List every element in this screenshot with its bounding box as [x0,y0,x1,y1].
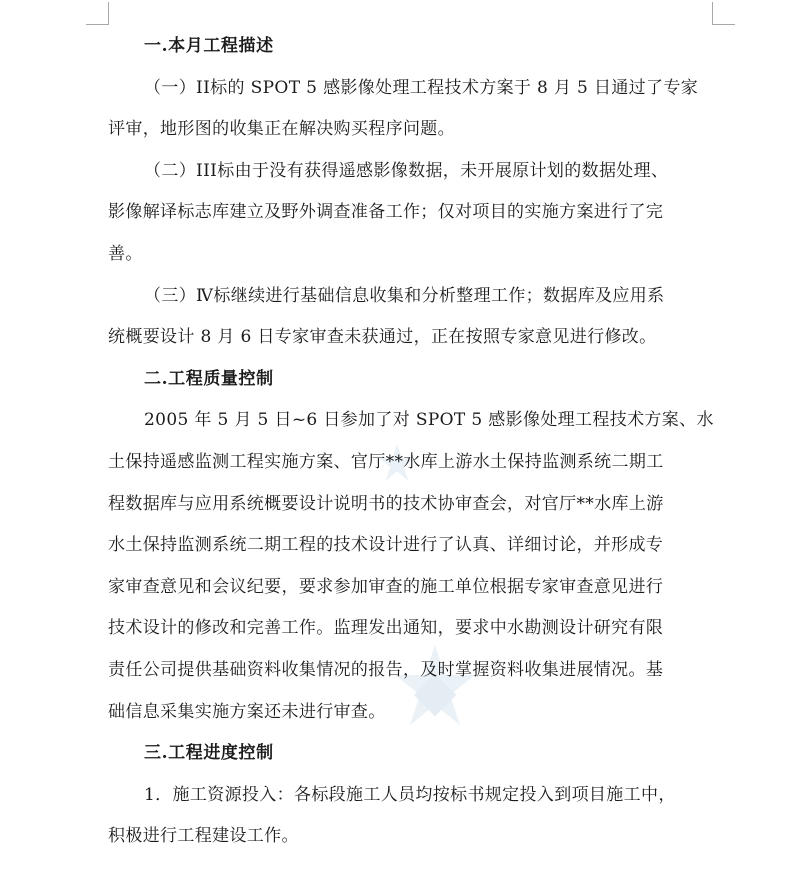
paragraph-line: 技术设计的修改和完善工作。监理发出通知，要求中水勘测设计研究有限 [108,618,664,639]
paragraph-line: （二）III标由于没有获得遥感影像数据，未开展原计划的数据处理、 [144,160,669,181]
paragraph-line: （一）II标的 SPOT 5 感影像处理工程技术方案于 8 月 5 日通过了专家 [144,77,699,98]
paragraph-line: 统概要设计 8 月 6 日专家审查未获通过，正在按照专家意见进行修改。 [108,327,657,348]
paragraph-line: 责任公司提供基础资料收集情况的报告，及时掌握资料收集进展情况。基 [108,659,664,680]
document-body [108,26,714,858]
paragraph-line: 1．施工资源投入：各标段施工人员均按标书规定投入到项目施工中， [144,784,676,805]
top-left-margin-mark [86,2,109,25]
paragraph-line: 家审查意见和会议纪要，要求参加审查的施工单位根据专家审查意见进行 [108,576,664,597]
top-right-margin-mark [712,2,735,25]
paragraph-line: 2005 年 5 月 5 日~6 日参加了对 SPOT 5 感影像处理工程技术方案、水 [144,410,714,431]
paragraph-line: 水土保持监测系统二期工程的技术设计进行了认真、详细讨论，并形成专 [108,535,664,556]
paragraph-line: 善。 [108,243,143,264]
paragraph-line: 程数据库与应用系统概要设计说明书的技术协审查会，对官厅**水库上游 [108,493,664,514]
paragraph-line: 土保持遥感监测工程实施方案、官厅**水库上游水土保持监测系统二期工 [108,451,664,472]
paragraph-line: 影像解译标志库建立及野外调查准备工作；仅对项目的实施方案进行了完 [108,202,664,223]
section-heading: 三.工程进度控制 [144,743,274,764]
section-heading: 二.工程质量控制 [144,368,274,389]
paragraph-line: 础信息采集实施方案还未进行审查。 [108,701,386,722]
paragraph-line: 评审，地形图的收集正在解决购买程序问题。 [108,119,455,140]
section-heading: 一.本月工程描述 [144,36,274,56]
paragraph-line: （三）Ⅳ标继续进行基础信息收集和分析整理工作；数据库及应用系 [144,285,665,306]
paragraph-line: 积极进行工程建设工作。 [108,826,299,847]
